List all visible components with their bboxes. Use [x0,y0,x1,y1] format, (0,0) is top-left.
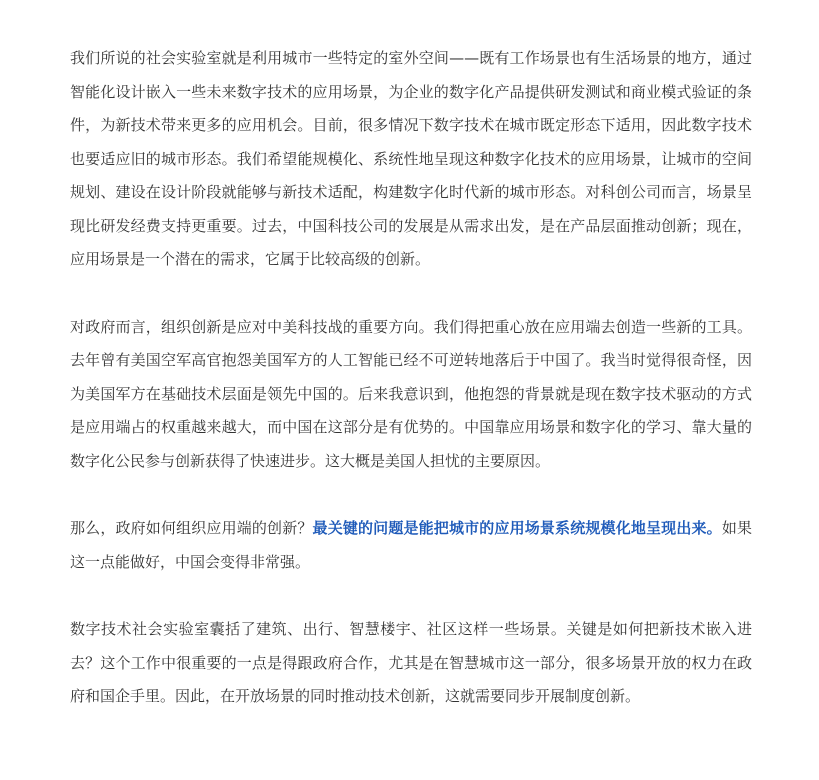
article-body [70,42,752,714]
paragraph-lead-text: 那么，政府如何组织应用端的创新？ [70,519,313,537]
paragraph-lab-scenarios: 数字技术社会实验室囊括了建筑、出行、智慧楼宇、社区这样一些场景。关键是如何把新技术嵌入进去？这个工作中很重要的一点是得跟政府合作，尤其是在智慧城市这一部分，很多场景开放的权力在政府和国企手里。因此，在开放场景的同时推动技术创新，这就需要同步开展制度创新。 [70,620,752,705]
paragraph-key-question [70,512,752,579]
paragraph-trailing-text: 如果这一点能做好，中国会变得非常强。 [70,519,752,571]
paragraph-government-innovation: 对政府而言，组织创新是应对中美科技战的重要方向。我们得把重心放在应用端去创造一些新的工具。去年曾有美国空军高官抱怨美国军方的人工智能已经不可逆转地落后于中国了。我当时觉得很奇怪，因为美国军方在基础技术层面是领先中国的。后来我意识到，他抱怨的背景就是现在数字技术驱动的方式是应用端占的权重越来越大，而中国在这部分是有优势的。中国靠应用场景和数字化的学习、靠大量的数字化公民参与创新获得了快速进步。这大概是美国人担忧的主要原因。 [70,317,752,470]
paragraph-social-lab: 我们所说的社会实验室就是利用城市一些特定的室外空间——既有工作场景也有生活场景的地方，通过智能化设计嵌入一些未来数字技术的应用场景，为企业的数字化产品提供研发测试和商业模式验证的条件，为新技术带来更多的应用机会。目前，很多情况下数字技术在城市既定形态下适用，因此数字技术也要适应旧的城市形态。我们希望能规模化、系统性地呈现这种数字化技术的应用场景，让城市的空间规划、建设在设计阶段就能够与新技术适配，构建数字化时代新的城市形态。对科创公司而言，场景呈现比研发经费支持更重要。过去，中国科技公司的发展是从需求出发，是在产品层面推动创新；现在，应用场景是一个潜在的需求，它属于比较高级的创新。 [70,49,752,268]
highlighted-key-sentence: 最关键的问题是能把城市的应用场景系统规模化地呈现出来。 [312,519,722,537]
